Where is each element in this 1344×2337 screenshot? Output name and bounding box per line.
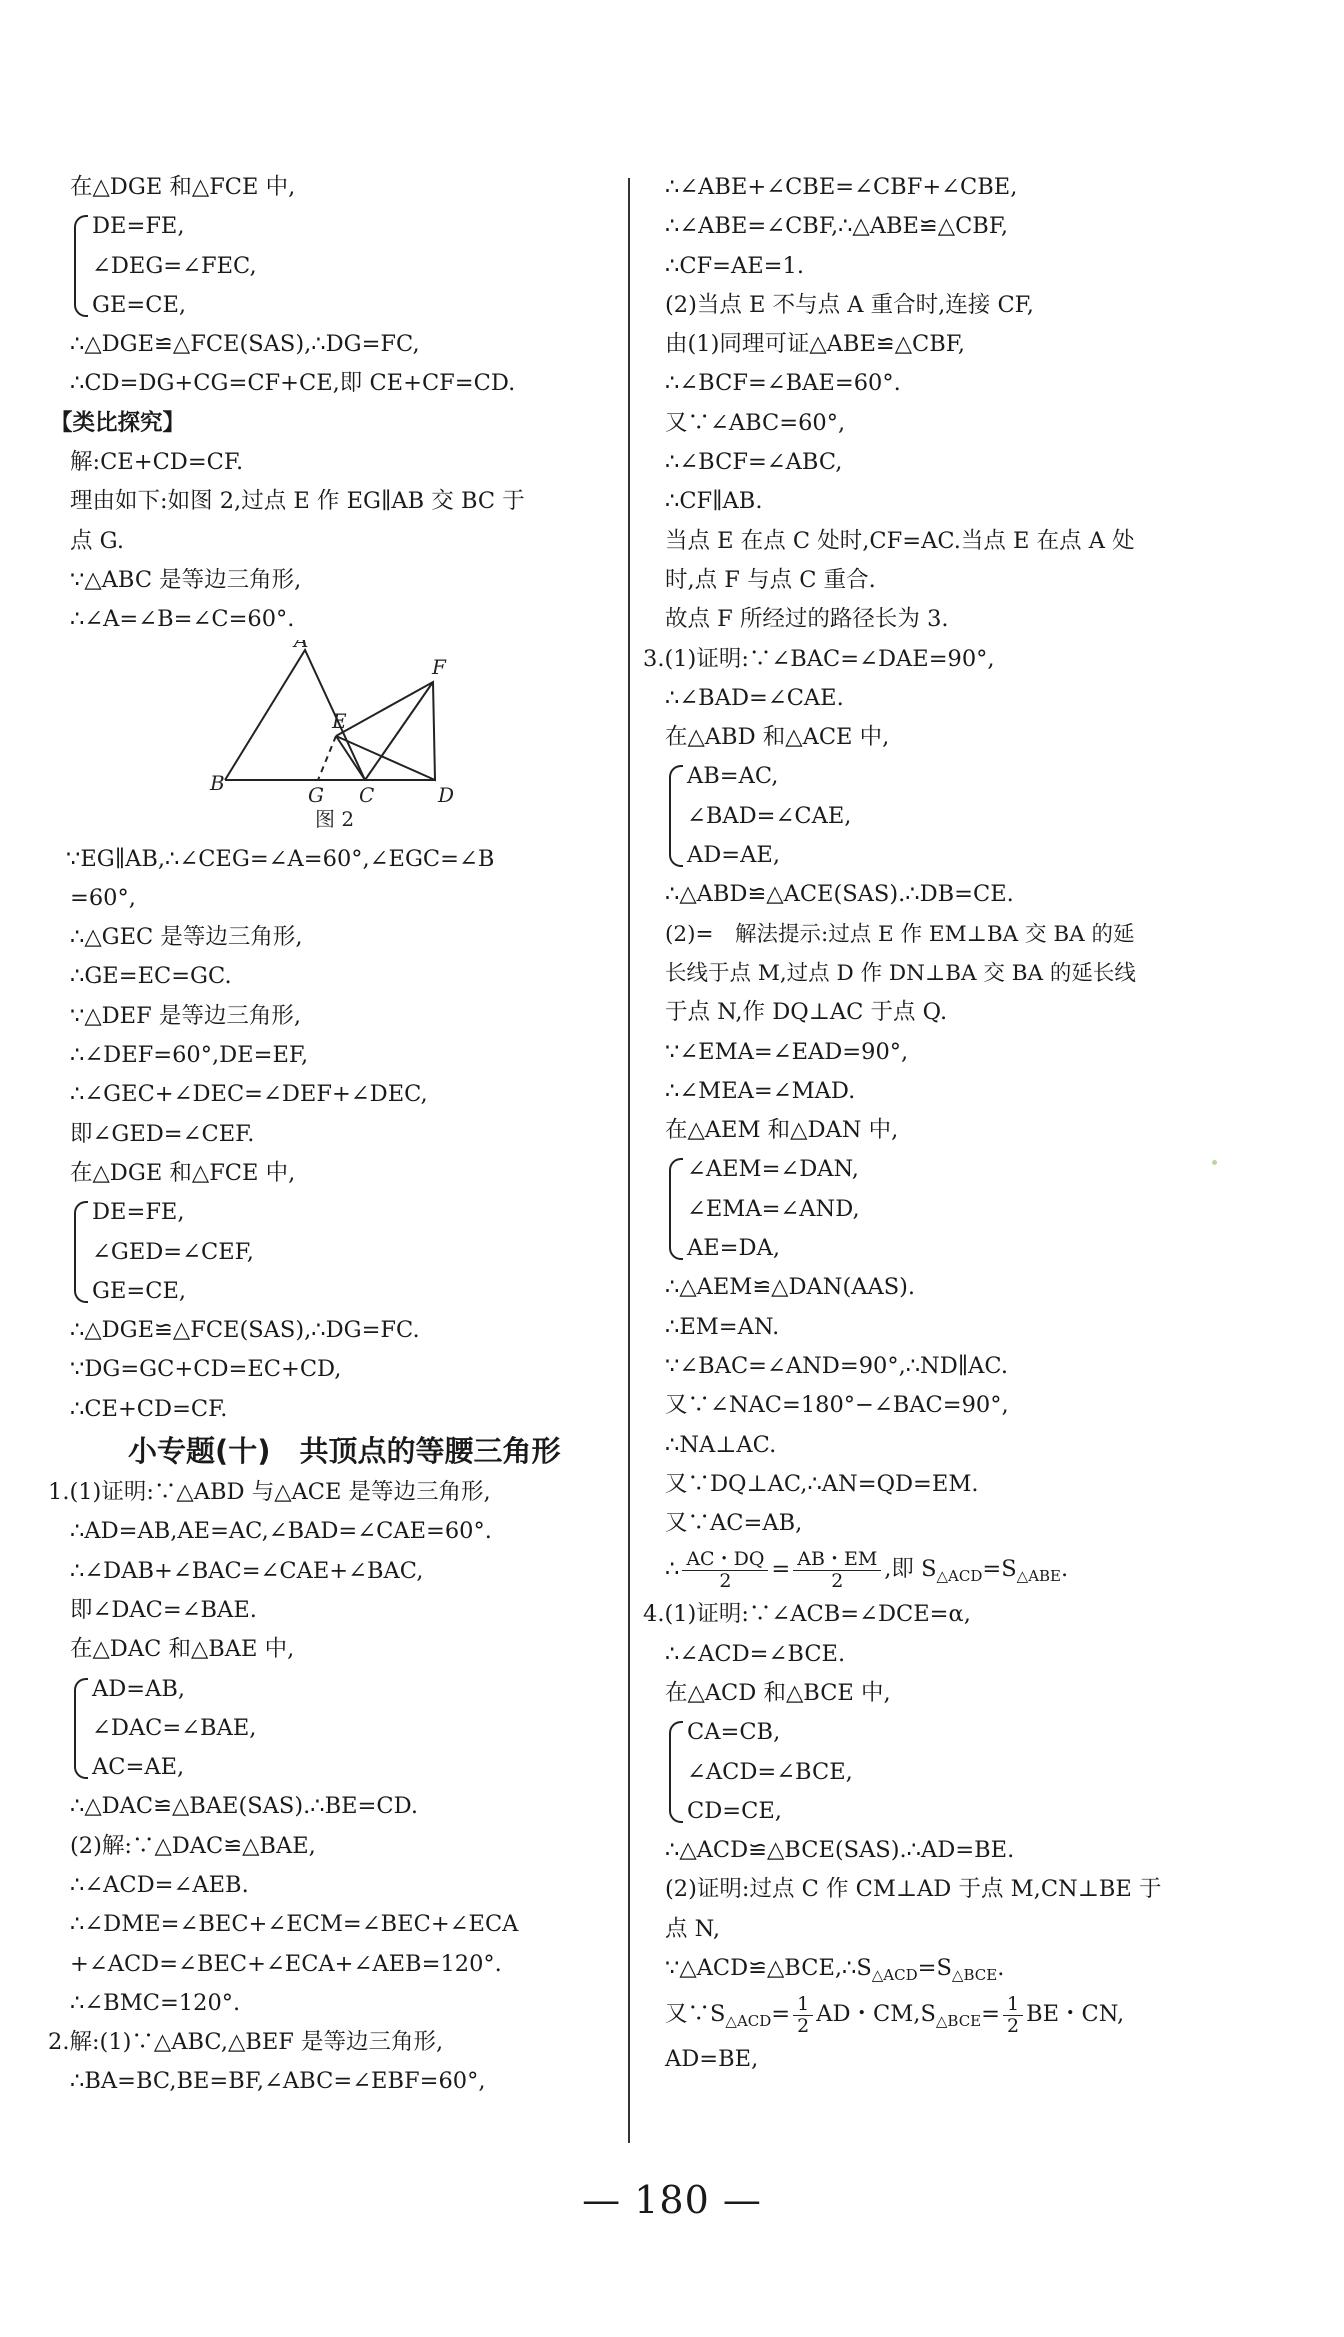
equation-system <box>70 207 610 325</box>
label-A: A <box>294 639 309 652</box>
text-segment: = <box>981 2001 1000 2028</box>
text-line: ∵∠EMA=∠EAD=90°, <box>665 1038 909 1065</box>
text-line: ∴∠BCF=∠BAE=60°. <box>665 370 901 397</box>
label-B: B <box>210 770 225 795</box>
text-line: DE=FE, <box>92 1199 185 1226</box>
text-line: 在△DGE 和△FCE 中, <box>70 1159 296 1186</box>
text-line: =60°, <box>70 884 136 911</box>
text-line: ∴CF=AE=1. <box>665 252 804 279</box>
text-line: ∴∠GEC+∠DEC=∠DEF+∠DEC, <box>70 1081 428 1108</box>
text-line: ∴∠BCF=∠ABC, <box>665 449 843 476</box>
text-line: AD=AB, <box>92 1675 186 1702</box>
equation-system <box>70 1670 610 1788</box>
text-line: ∴∠DAB+∠BAC=∠CAE+∠BAC, <box>70 1557 424 1584</box>
text-line: 在△ACD 和△BCE 中, <box>665 1679 891 1706</box>
text-line: ∴∠ABE=∠CBF,∴△ABE≌△CBF, <box>665 213 1009 240</box>
right-column <box>643 168 1225 2080</box>
problem-2-line: 2.解:(1)∵△ABC,△BEF 是等边三角形, <box>48 2029 444 2056</box>
subscript: △ACD <box>936 1567 983 1586</box>
numerator: AC・DQ <box>682 1549 768 1571</box>
text-line: 在△ABD 和△ACE 中, <box>665 724 890 751</box>
equation-system <box>665 1150 1225 1268</box>
text-line: AE=DA, <box>687 1235 780 1262</box>
text-line: 点 N, <box>665 1915 721 1942</box>
text-segment: AD・CM,S <box>816 2001 936 2028</box>
text-line: ∴△DGE≌△FCE(SAS),∴DG=FC. <box>70 1317 420 1344</box>
problem-1-line: 1.(1)证明:∵△ABD 与△ACE 是等边三角形, <box>48 1479 491 1506</box>
text-line: CD=CE, <box>687 1797 782 1824</box>
text-line: 又∵∠NAC=180°−∠BAC=90°, <box>665 1392 1009 1419</box>
text-line: ∴△AEM≌△DAN(AAS). <box>665 1274 916 1301</box>
text-line: 即∠DAC=∠BAE. <box>70 1596 257 1623</box>
text-line: 又∵∠ABC=60°, <box>665 409 846 436</box>
text-line: 在△DGE 和△FCE 中, <box>70 174 296 200</box>
text-line: ∵△ABC 是等边三角形, <box>70 566 302 593</box>
text-line: +∠ACD=∠BEC+∠ECA+∠AEB=120°. <box>70 1950 502 1977</box>
text-line: ∴∠MEA=∠MAD. <box>665 1077 856 1104</box>
text-line: ∴∠ACD=∠AEB. <box>70 1871 249 1898</box>
text-line: ∴△GEC 是等边三角形, <box>70 924 303 951</box>
column-divider <box>628 178 630 2143</box>
text-line: 在△DAC 和△BAE 中, <box>70 1636 295 1663</box>
text-line: 又∵DQ⊥AC,∴AN=QD=EM. <box>665 1470 979 1497</box>
text-line: ∵EG∥AB,∴∠CEG=∠A=60°,∠EGC=∠B <box>66 845 495 872</box>
fraction <box>793 1994 813 2037</box>
label-E: E <box>332 708 347 733</box>
text-line: ∴BA=BC,BE=BF,∠ABC=∠EBF=60°, <box>70 2068 486 2095</box>
text-line: 又∵AC=AB, <box>665 1510 803 1537</box>
text-line: ∠AEM=∠DAN, <box>687 1156 859 1183</box>
problem-3-line: 3.(1)证明:∵∠BAC=∠DAE=90°, <box>643 645 995 672</box>
text-line: 在△AEM 和△DAN 中, <box>665 1117 899 1144</box>
text-line: ∴CE+CD=CF. <box>70 1395 228 1422</box>
left-column <box>48 168 610 2102</box>
text-line: 点 G. <box>70 527 124 554</box>
section-title: 小专题(十) 共顶点的等腰三角形 <box>128 1434 561 1469</box>
fraction <box>682 1549 768 1592</box>
text-line: 由(1)同理可证△ABE≌△CBF, <box>665 331 966 358</box>
text-line: ∠DEG=∠FEC, <box>92 252 257 279</box>
text-line: 当点 E 在点 C 处时,CF=AC.当点 E 在点 A 处 <box>665 527 1135 554</box>
text-line: ∠EMA=∠AND, <box>687 1195 860 1222</box>
text-line: DE=FE, <box>92 213 185 240</box>
text-line: 长线于点 M,过点 D 作 DN⊥BA 交 BA 的延长线 <box>665 960 1136 986</box>
equation-system <box>70 1193 610 1311</box>
subscript: △ACD <box>725 2012 772 2031</box>
text-line: ∴NA⊥AC. <box>665 1431 777 1458</box>
text-line: 解:CE+CD=CF. <box>70 449 244 476</box>
text-line: ∵DG=GC+CD=EC+CD, <box>70 1356 342 1383</box>
figure-2 <box>70 640 610 840</box>
page-number-text: — 180 — <box>582 2178 762 2222</box>
text-line: AD=BE, <box>665 2046 759 2073</box>
equation-system <box>665 757 1225 875</box>
text-line: ∴AD=AB,AE=AC,∠BAD=∠CAE=60°. <box>70 1518 492 1545</box>
fraction-line <box>665 1988 1225 2040</box>
subscript: △ACD <box>871 1966 918 1985</box>
text-line: ∴EM=AN. <box>665 1313 780 1340</box>
text-segment: =S <box>917 1955 952 1982</box>
text-segment: =S <box>982 1556 1017 1583</box>
text-line: ∴∠ACD=∠BCE. <box>665 1640 846 1667</box>
text-line: 理由如下:如图 2,过点 E 作 EG∥AB 交 BC 于 <box>70 488 525 515</box>
text-line: 于点 N,作 DQ⊥AC 于点 Q. <box>665 999 948 1026</box>
text-line: ∴△ABD≌△ACE(SAS).∴DB=CE. <box>665 881 1014 908</box>
denominator: 2 <box>1006 2014 1020 2037</box>
therefore-sign: ∴ <box>665 1556 680 1583</box>
problem-4-line: 4.(1)证明:∵∠ACB=∠DCE=α, <box>643 1601 971 1628</box>
text-line: CA=CB, <box>687 1719 781 1746</box>
text-segment: ,即 S <box>884 1556 937 1583</box>
text-line: 时,点 F 与点 C 重合. <box>665 566 876 593</box>
numerator: 1 <box>1003 1994 1023 2016</box>
text-line: ∴∠DME=∠BEC+∠ECM=∠BEC+∠ECA <box>70 1911 519 1938</box>
denominator: 2 <box>797 2014 810 2037</box>
label-G: G <box>308 782 324 807</box>
text-line: ∵∠BAC=∠AND=90°,∴ND∥AC. <box>665 1352 1008 1379</box>
text-line: ∴∠ABE+∠CBE=∠CBF+∠CBE, <box>665 174 1018 200</box>
text-line: AD=AE, <box>687 842 780 869</box>
page-number <box>0 2178 1344 2222</box>
text-line: (2)当点 E 不与点 A 重合时,连接 CF, <box>665 291 1034 318</box>
equation-system <box>665 1713 1225 1831</box>
text-segment: 又∵S <box>665 2001 726 2028</box>
text-line: (2)= 解法提示:过点 E 作 EM⊥BA 交 BA 的延 <box>665 921 1135 947</box>
text-line: ∴∠BMC=120°. <box>70 1989 241 2016</box>
text-line: ∠GED=∠CEF, <box>92 1238 254 1265</box>
fraction-line <box>665 1543 1225 1595</box>
fraction <box>1003 1994 1023 2037</box>
text-line: ∴△DAC≌△BAE(SAS).∴BE=CD. <box>70 1793 419 1820</box>
text-line: ∴∠DEF=60°,DE=EF, <box>70 1042 309 1069</box>
text-line: AB=AC, <box>687 763 779 790</box>
text-line: 故点 F 所经过的路径长为 3. <box>665 606 949 633</box>
fraction <box>793 1549 881 1592</box>
text-line: ∠BAD=∠CAE, <box>687 802 852 829</box>
text-line: ∴CF∥AB. <box>665 488 763 515</box>
text-line: AC=AE, <box>92 1754 185 1781</box>
subscript: △BCE <box>935 2012 982 2031</box>
text-segment: . <box>997 1955 1005 1982</box>
text-line: GE=CE, <box>92 1277 187 1304</box>
text-line: GE=CE, <box>92 291 187 318</box>
equals-sign: = <box>771 1556 791 1583</box>
text-line: ∴GE=EC=GC. <box>70 963 232 990</box>
text-line: ∠ACD=∠BCE, <box>687 1758 853 1785</box>
text-segment: BE・CN, <box>1026 2001 1125 2028</box>
text-line <box>665 1949 1225 1988</box>
figure-caption: 图 2 <box>315 806 355 831</box>
numerator: 1 <box>793 1994 813 2016</box>
text-line: ∵△DEF 是等边三角形, <box>70 1002 301 1029</box>
subscript: △BCE <box>951 1966 998 1985</box>
numerator: AB・EM <box>793 1549 881 1571</box>
text-line: 即∠GED=∠CEF. <box>70 1120 255 1147</box>
geometry-diagram <box>70 640 610 840</box>
text-segment: = <box>771 2001 791 2028</box>
label-D: D <box>438 782 455 807</box>
text-line: (2)解:∵△DAC≌△BAE, <box>70 1832 316 1859</box>
denominator: 2 <box>831 1569 844 1592</box>
text-line: (2)证明:过点 C 作 CM⊥AD 于点 M,CN⊥BE 于 <box>665 1876 1162 1903</box>
label-F: F <box>432 654 446 679</box>
label-C: C <box>359 782 375 807</box>
subsection-heading: 【类比探究】 <box>50 409 186 436</box>
text-line: ∴∠A=∠B=∠C=60°. <box>70 606 295 633</box>
text-segment: ∵△ACD≌△BCE,∴S <box>665 1955 872 1982</box>
text-segment: . <box>1061 1556 1069 1583</box>
denominator: 2 <box>719 1569 732 1592</box>
text-line: ∴CD=DG+CG=CF+CE,即 CE+CF=CD. <box>70 370 516 397</box>
text-line: ∠DAC=∠BAE, <box>92 1714 257 1741</box>
text-line: ∴△DGE≌△FCE(SAS),∴DG=FC, <box>70 331 420 358</box>
subscript: △ABE <box>1016 1567 1061 1586</box>
text-line: ∴△ACD≌△BCE(SAS).∴AD=BE. <box>665 1837 1015 1864</box>
text-line: ∴∠BAD=∠CAE. <box>665 684 844 711</box>
